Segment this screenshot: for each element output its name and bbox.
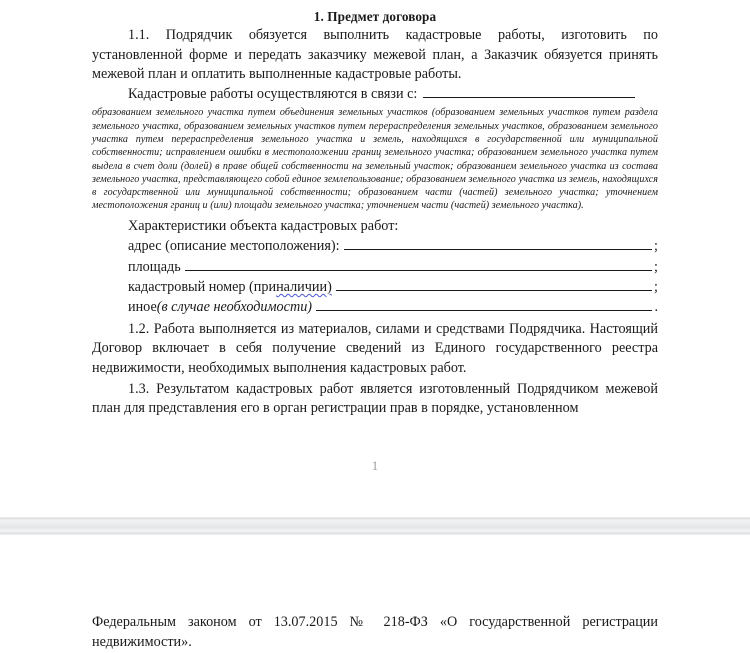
page-title: 1. Предмет договора [313, 9, 437, 24]
page-separator [0, 512, 750, 541]
document-page-2 [0, 541, 750, 653]
lead-in-fill-line[interactable] [423, 85, 635, 98]
characteristics-row-area [92, 257, 658, 277]
characteristics-label-other: иное [128, 299, 157, 316]
characteristics-terminator-area: ; [654, 258, 658, 275]
spellcheck-underlined-word: наличии) [276, 278, 332, 295]
characteristics-label-area: площадь [128, 258, 181, 275]
lead-in-text: Кадастровые работы осуществляются в связи с: [128, 85, 418, 102]
characteristics-row-address [92, 236, 658, 256]
characteristics-label-address: адрес (описание местоположения): [128, 238, 340, 255]
characteristics-row-other [92, 297, 658, 317]
characteristics-label-other-italic: (в случае необходимости) [156, 299, 313, 316]
characteristics-label-cadastral-number: кадастровый номер (при [128, 278, 277, 295]
characteristics-fill-line-cadastral-number[interactable] [336, 277, 652, 291]
characteristics-block [92, 217, 658, 318]
page-separator-band [0, 517, 750, 535]
clause-1-1-paragraph: 1.1. Подрядчик обязуется выполнить кадастровые работы, изготовить по установленной форме и передать заказчику межевой план, а Заказчик обязуется принять межевой план и оплатить выполненные кадастровые работы. [92, 27, 658, 83]
characteristics-row-cadastral-number [92, 277, 658, 297]
characteristics-fill-line-address[interactable] [344, 236, 653, 250]
page-number: 1 [371, 459, 379, 473]
characteristics-terminator-other: . [654, 299, 658, 316]
fineprint-paragraph: образованием земельного участка путем объединения земельных участков (образованием земельных участков путем раздела земельного участка, образованием земельных участков путем перераспределения земельных участков, образованием земельного участка путем перераспределения земельного участка и земель, находящихся в государственной или муниципальной собственности; исправлением ошибки в местоположении границ земельного участка; образованием земельного участка путем выдела в счет доли (долей) в праве общей собственности на земельный участок; образованием земельного участка из состава земельного участка, представляющего собой единое землепользование; образованием земельного участка из земель, находящихся в государственной или муниципальной собственности; образованием части (частей) земельного участка; уточнением местоположения границ и (или) площади земельного участка; уточнением части (частей) земельного участка). [92, 107, 658, 212]
characteristics-heading: Характеристики объекта кадастровых работ: [128, 217, 399, 234]
characteristics-fill-line-area[interactable] [185, 257, 652, 271]
lead-in-paragraph [92, 85, 658, 105]
characteristics-fill-line-other[interactable] [316, 297, 652, 311]
characteristics-terminator-cadastral-number: ; [654, 278, 658, 295]
clause-1-2-paragraph: 1.2. Работа выполняется из материалов, силами и средствами Подрядчика. Настоящий Договор включает в себя получение сведений из Единого государственного реестра недвижимости, необходимых выполнения кадастровых работ. [92, 320, 658, 376]
characteristics-terminator-address: ; [654, 238, 658, 255]
clause-1-3-paragraph: 1.3. Результатом кадастровых работ является изготовленный Подрядчиком межевой план для представления его в орган регистрации прав в порядке, установленном [92, 380, 658, 417]
continuation-paragraph: Федеральным законом от 13.07.2015 № 218-ФЗ «О государственной регистрации недвижимости». [92, 614, 658, 650]
